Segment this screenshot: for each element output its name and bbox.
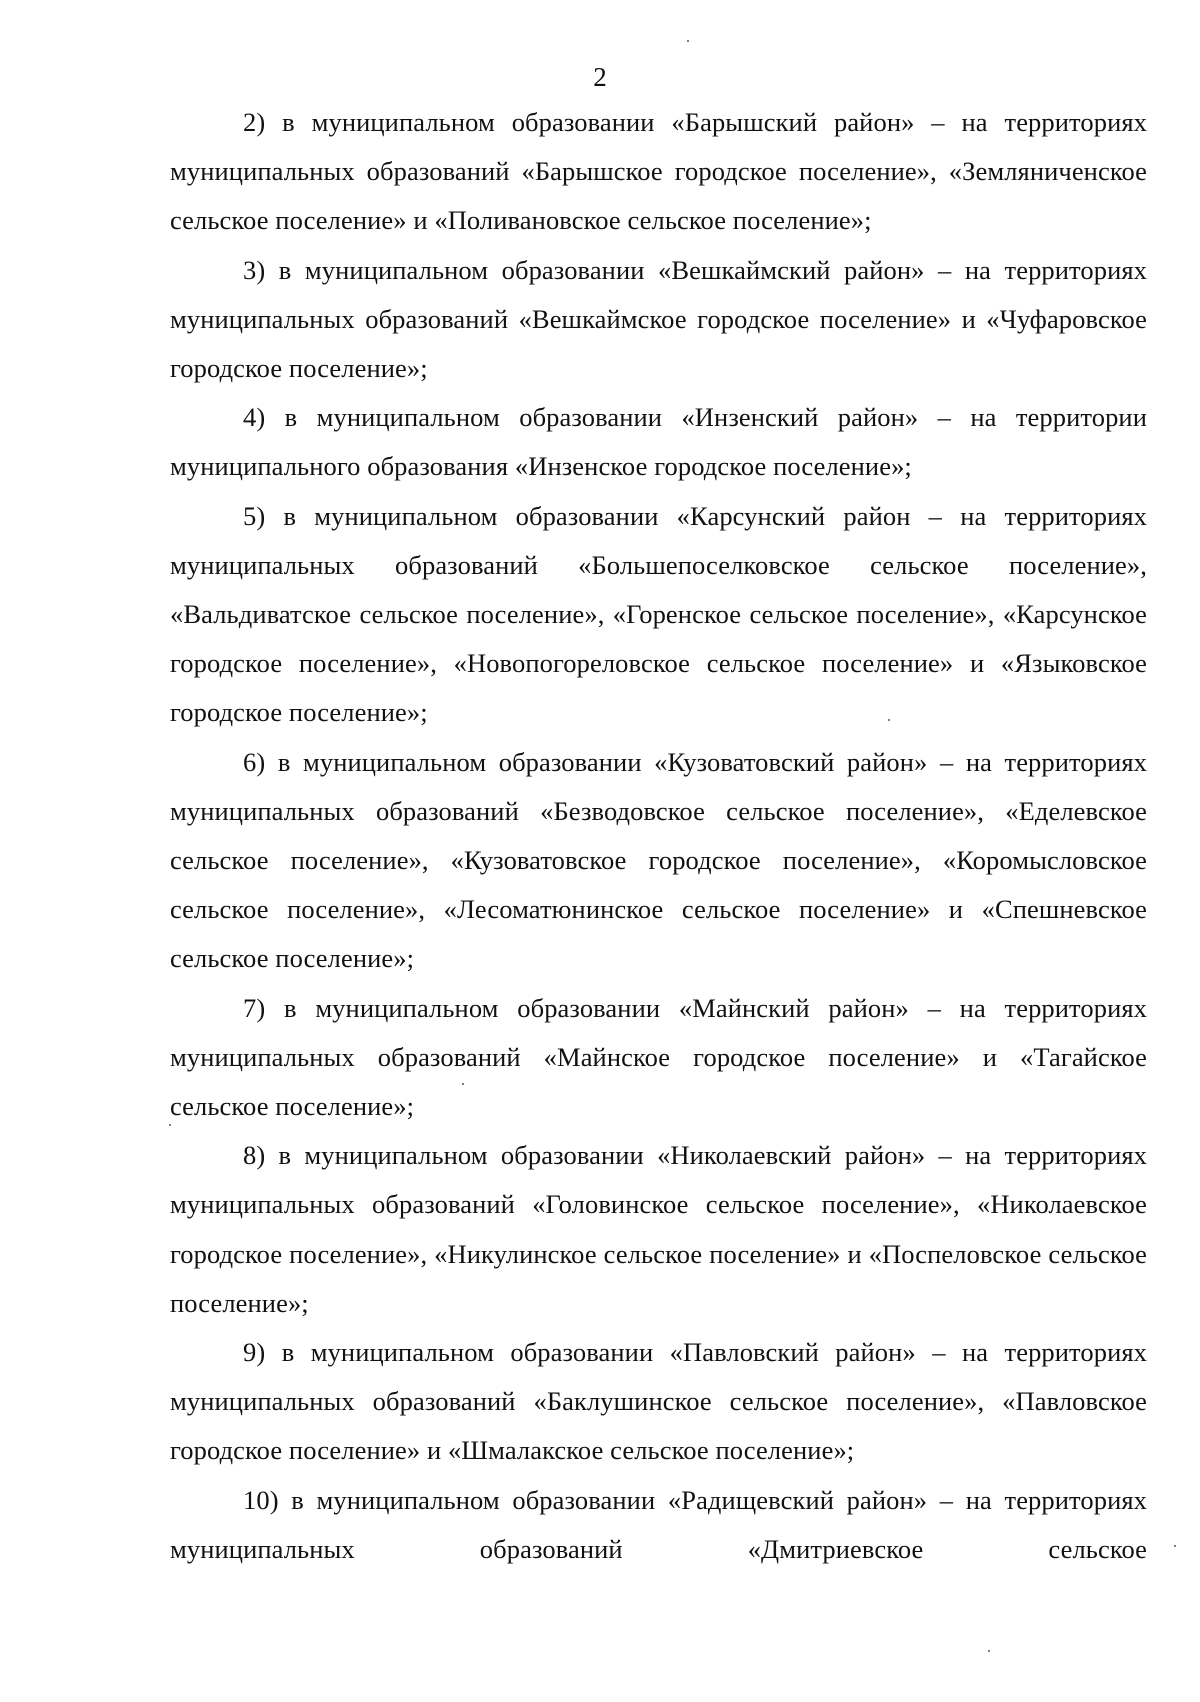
- paragraph-item-9: 9) в муниципальном образовании «Павловский район» – на территориях муниципальных образований «Баклушинское сельское поселение», «Павловское городское поселение» и «Шмалакское сельское поселение»;: [170, 1337, 1147, 1466]
- paragraph-item-8: 8) в муниципальном образовании «Николаевский район» – на территориях муниципальных образований «Головинское сельское поселение», «Николаевское городское поселение», «Никулинское сельское поселение» и «Поспеловское сельское поселение»;: [170, 1140, 1147, 1318]
- document-body: [170, 98, 1147, 1574]
- paragraph-item-3: 3) в муниципальном образовании «Вешкаймский район» – на территориях муниципальных образований «Вешкаймское городское поселение» и «Чуфаровское городское поселение»;: [170, 254, 1147, 384]
- scan-speck: [988, 1650, 990, 1652]
- scan-speck: [169, 1124, 171, 1126]
- paragraph-item-2: 2) в муниципальном образовании «Барышский район» – на территориях муниципальных образований «Барышское городское поселение», «Земляниченское сельское поселение» и «Поливановское сельское поселение»;: [170, 107, 1147, 236]
- paragraph-item-5: 5) в муниципальном образовании «Карсунский район – на территориях муниципальных образований «Большепоселковское сельское поселение», «Вальдиватское сельское поселение», «Горенское сельское поселение», «Карсунское городское поселение», «Новопогореловское сельское поселение» и «Языковское городское поселение»;: [170, 500, 1147, 728]
- scan-speck: [888, 719, 890, 721]
- paragraph-item-6: 6) в муниципальном образовании «Кузоватовский район» – на территориях муниципальных образований «Безводовское сельское поселение», «Еделевское сельское поселение», «Кузоватовское городское поселение», «Коромысловское сельское поселение», «Лесоматюнинское сельское поселение» и «Спешневское сельское поселение»;: [170, 746, 1147, 974]
- page-number: 2: [593, 62, 607, 92]
- scan-speck: [1174, 1545, 1176, 1547]
- paragraph-item-7: 7) в муниципальном образовании «Майнский район» – на территориях муниципальных образований «Майнское городское поселение» и «Тагайское сельское поселение»;: [170, 992, 1147, 1122]
- scan-speck: [462, 1083, 464, 1085]
- paragraph-item-4: 4) в муниципальном образовании «Инзенский район» – на территории муниципального образования «Инзенское городское поселение»;: [170, 402, 1147, 482]
- scan-speck: [687, 40, 689, 42]
- paragraph-item-10: 10) в муниципальном образовании «Радищевский район» – на территориях муниципальных образований «Дмитриевское сельское: [170, 1484, 1147, 1564]
